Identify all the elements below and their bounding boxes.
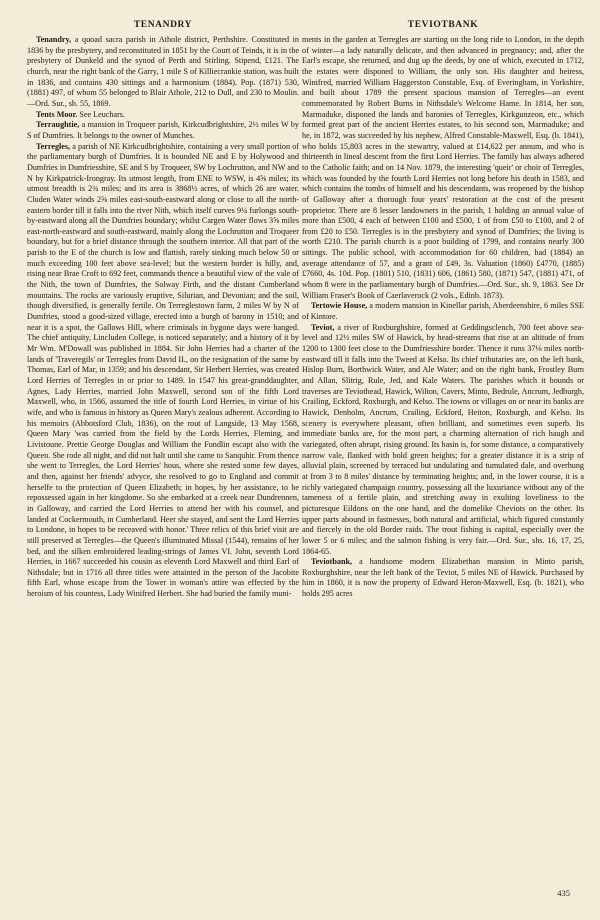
gazetteer-entry <box>27 35 299 110</box>
gazetteer-entry <box>27 110 299 121</box>
page-number: 435 <box>557 888 570 898</box>
entry-term: Tents Moor. <box>36 109 78 119</box>
entry-term: Terraughtie, <box>36 120 80 130</box>
entry-text: a mansion in Troqueer parish, Kirkcudbrightshire, 2½ miles W by S of Dumfries. It belongs to the owner of Munches. <box>27 120 299 140</box>
entry-text: a modern mansion in Kinellar parish, Aberdeenshire, 6 miles SSE of Kintore. <box>302 301 584 322</box>
left-running-title: TENANDRY <box>133 20 193 30</box>
entry-text: See Leuchars. <box>77 109 125 119</box>
entry-text: a river of Roxburghshire, formed at Geddingsclench, 700 feet above sea-level and 12½ miles SW of Hawick, by head-streams that rise at an altitude of from 1200 to 1300 feet close to the Dumfriesshire border. Thence it runs 37⅛ miles north-eastward till it falls into the Tweed at Kelso. Its chief tributaries are, on the left bank, Hislop Burn, Borthwick Water, and Ale Water; and on the right bank, Frostley Burn and Allan, Slitrig, Rule, Jed, and Kale Waters. The parishes which it bounds or traverses are Teviothead, Hawick, Wilton, Cavers, Minto, Bedrule, Ancrum, Jedburgh, Crailing, Eckford, Roxburgh, and Kelso. The towns or villages on or near its banks are Hawick, Denholm, Ancrum, Crailing, Eckford, Heiton, Roxburgh, and Kelso. Its scenery is everywhere pleasant, often brilliant, and sometimes even superb. Its immediate banks are, for the most part, a charming alternation of rich haugh and variegated, often abrupt, rising ground. Its basin is, for some distance, a comparatively narrow vale, flanked with bold green heights; for a greater distance it is a strip of alluvial plain, screened by terraced but undulating and tumulated dale, and overhung at from 3 to 8 miles' distance by terminating heights; and, in the lower course, it is a richly variegated champaign country, possessing all the luxuriance without any of the tameness of a fertile plain, and stretching away in exulting loveliness to the picturesque Eildons on the one hand, and the domelike Cheviots on the other. Its upper parts abound in fastnesses, both natural and artificial, which figured constantly and fiercely in the old Border raids. The trout fishing is capital, especially over the lower 5 or 6 miles; and the salmon fishing is very fair.—Ord. Sur., shs. 16, 17, 25, 1864-65. <box>302 322 584 556</box>
gazetteer-entry <box>302 35 584 301</box>
right-column <box>302 35 584 600</box>
entry-text: a parish of NE Kirkcudbrightshire, containing a very small portion of the parliamentary burgh of Dumfries. It is bounded NE and E by Holywood and Dumfries in Dumfriesshire, SE and S by Troqueer, SW by Lochrutton, and NW and N by Kirkpatrick-Irongray. Its utmost length, from ENE to WSW, is 4⅝ miles; its utmost breadth is 2¾ miles; and its area is 3868½ acres, of which 26 are water. Cluden Water winds 2⅝ miles east-south-eastward along or close to all the north-eastern border till it falls into the river Nith, which itself curves 9¼ furlongs south-by-eastward along all the Dumfries boundary; whilst Cargen Water flows 3⅝ miles east-north-eastward and south-eastward, mainly along the Lochrutton and Troqueer boundary, but for a brief distance through the southern interior. All that part of the parish to the E of the church is low and flattish, rarely sinking much below 50 or much exceeding 100 feet above sea-level; but the western border is hilly, and, rising near Brae Croft to 692 feet, commands thence a beautiful view of the vale of the Nith, the town of Dumfries, the Solway Firth, and the distant Cumberland mountains. The rocks are variously eruptive, Silurian, and Devonian; and the soil, though diversified, is generally fertile. On Terreglestown farm, 2 miles W by N of Dumfries, stood a good-sized village, erected into a burgh of barony in 1510; and near it is a spot, the Gallows Hill, where criminals in bygone days were hanged. The chief antiquity, Lincluden College, is noticed separately; and a history of it by Mr Wm. M'Dowall was published in 1884. Sir John Herries had a charter of the lands of 'Traveregils' or Terregles from David II., on the resignation of the same by Thomas, Earl of Mar, in 1359; and his descendant, Sir Herbert Herries, was created Lord Herries of Terregles in or prior to 1489. In 1547 his great-granddaughter, Agnes, Lady Herries, married John Maxwell, second son of the fifth Lord Maxwell, who, in 1566, assumed the title of fourth Lord Herries, in virtue of his wife, and who is famous in history as Queen Mary's zealous adherent. According to his memoirs (Abbotsford Club, 1836), on the rout of Langside, 13 May 1568, Queen Mary 'was carried from the field by the Lords Herries, Fleming, and Livistoune. Prettie George Douglas and William the Fundlin escapt also with the Queen. She rode all night, and did not halt until she came to Sanquhir. From thence she went to Terregles, the Lord Herries' hous, where she rested some few dayes, and then, against her friends' advyce, she resolved to go to England and commit herselfe to the protection of Queen Elizabeth; in hopes, by her assistance, to be repossessed again in her kingdome. So she embarked at a creek near Dundrennen, in Galloway, and carried the Lord Herries to attend her with his counsel, and landed at Cockermouth, in Cumberland. Heer she stayed, and sent the Lord Herries to Londone, in hopes to be receaved with honor.' Three relics of this brief visit are still preserved at Terregles—the Queen's illuminated Missal (1544), remains of her bed, and the silken embroidered leading-strings of James VI. John, seventh Lord Herries, in 1667 succeeded his cousin as eleventh Lord Maxwell and third Earl of Nithsdale; but in 1716 all three titles were attainted in the person of the Jacobite fifth Earl, whose escape from the Tower in woman's attire was effected by the heroism of his countess, Lady Winifred Herbert. She had buried the family muni- <box>27 141 299 599</box>
right-running-title: TEVIOTBANK <box>407 20 479 30</box>
gazetteer-entry <box>302 323 584 557</box>
entry-text: a handsome modern Elizabethan mansion in Minto parish, Roxburghshire, near the left bank of the Teviot, 5 miles NE of Hawick. Purchased by him in 1860, it is now the property of Edward Heron-Maxwell, Esq. (b. 1821), who holds 295 acres <box>302 557 584 599</box>
entry-term: Tertowie House, <box>311 301 368 311</box>
entry-term: Teviot, <box>311 322 335 332</box>
gazetteer-entry <box>27 142 299 600</box>
running-header <box>27 20 584 30</box>
gazetteer-entry <box>27 120 299 141</box>
entry-term: Tenandry, <box>36 35 72 44</box>
entry-term: Terregles, <box>36 141 71 151</box>
text-columns <box>27 35 584 600</box>
entry-text: a quoad sacra parish in Athole district, Perthshire. Constituted in 1836 by the presbytery, and reconstituted in 1851 by the Court of Teinds, it is in the presbytery of Dunkeld and the synod of Perth and Stirling. Stipend, £121. The church, near the right bank of the Garry, 1 mile S of Killiecrankie station, was built in 1836, and contains 430 sittings and a harmonium (1884). Pop. (1871) 530, (1881) 497, of whom 55 belonged to Blair Athole, 212 to Dull, and 230 to Moulin.—Ord. Sur., sh. 55, 1869. <box>27 35 299 108</box>
gazetteer-entry <box>302 557 584 600</box>
entry-text: ments in the garden at Terregles are starting on the long ride to London, in the depth of winter—a lady naturally delicate, and then advanced in pregnancy; and, after the Earl's escape, she returned, and dug up the deeds, by one of which, executed in 1712, the estates were disponed to William, the only son. His daughter and heiress, Winifred, married William Haggerston Constable, Esq. of Everingham, in Yorkshire, and built about 1789 the present spacious mansion of Terregles—an event commemorated by Robert Burns in Nithsdale's Welcome Hame. In 1814, her son, Marmaduke, disponed the lands and baronies of Terregles, Kirkgunzeon, etc., which formed great part of the ancient Herries estates, to his second son, Marmaduke; and he, in 1872, was succeeded by his nephew, Alfred Constable-Maxwell, Esq. (b. 1841), who holds 15,803 acres in the stewartry, valued at £14,622 per annum, and who is thirteenth in lineal descent from the first Lord Herries. The family has always adhered to the Catholic faith; and on 14 Nov. 1879, the interesting 'queir' or choir of Terregles, which was founded by the fourth Lord Herries not long before his death in 1583, and which contains the tombs of himself and his descendants, was reopened by the bishop of Galloway after a thorough four years' restoration at the cost of the present proprietor. There are 8 lesser landowners in the parish, 1 holding an annual value of more than £500, 4 each of between £100 and £500, 1 of from £50 to £100, and 2 of from £20 to £50. Terregles is in the presbytery and synod of Dumfries; the living is worth £210. The parish church is a poor building of 1799, and contains nearly 300 sittings. The public school, with accommodation for 60 children, had (1884) an average attendance of 57, and a grant of £49, 3s. Valuation (1860) £4770, (1885) £7660, 4s. 10d. Pop. (1801) 510, (1831) 606, (1861) 580, (1871) 547, (1881) 471, of whom 8 were in the parliamentary burgh of Dumfries.—Ord. Sur., sh. 9, 1863. See Dr William Fraser's Book of Caerlaverock (2 vols., Edinb. 1873). <box>302 35 584 300</box>
gazetteer-entry <box>302 301 584 322</box>
left-column <box>27 35 299 600</box>
entry-term: Teviotbank, <box>311 557 353 567</box>
